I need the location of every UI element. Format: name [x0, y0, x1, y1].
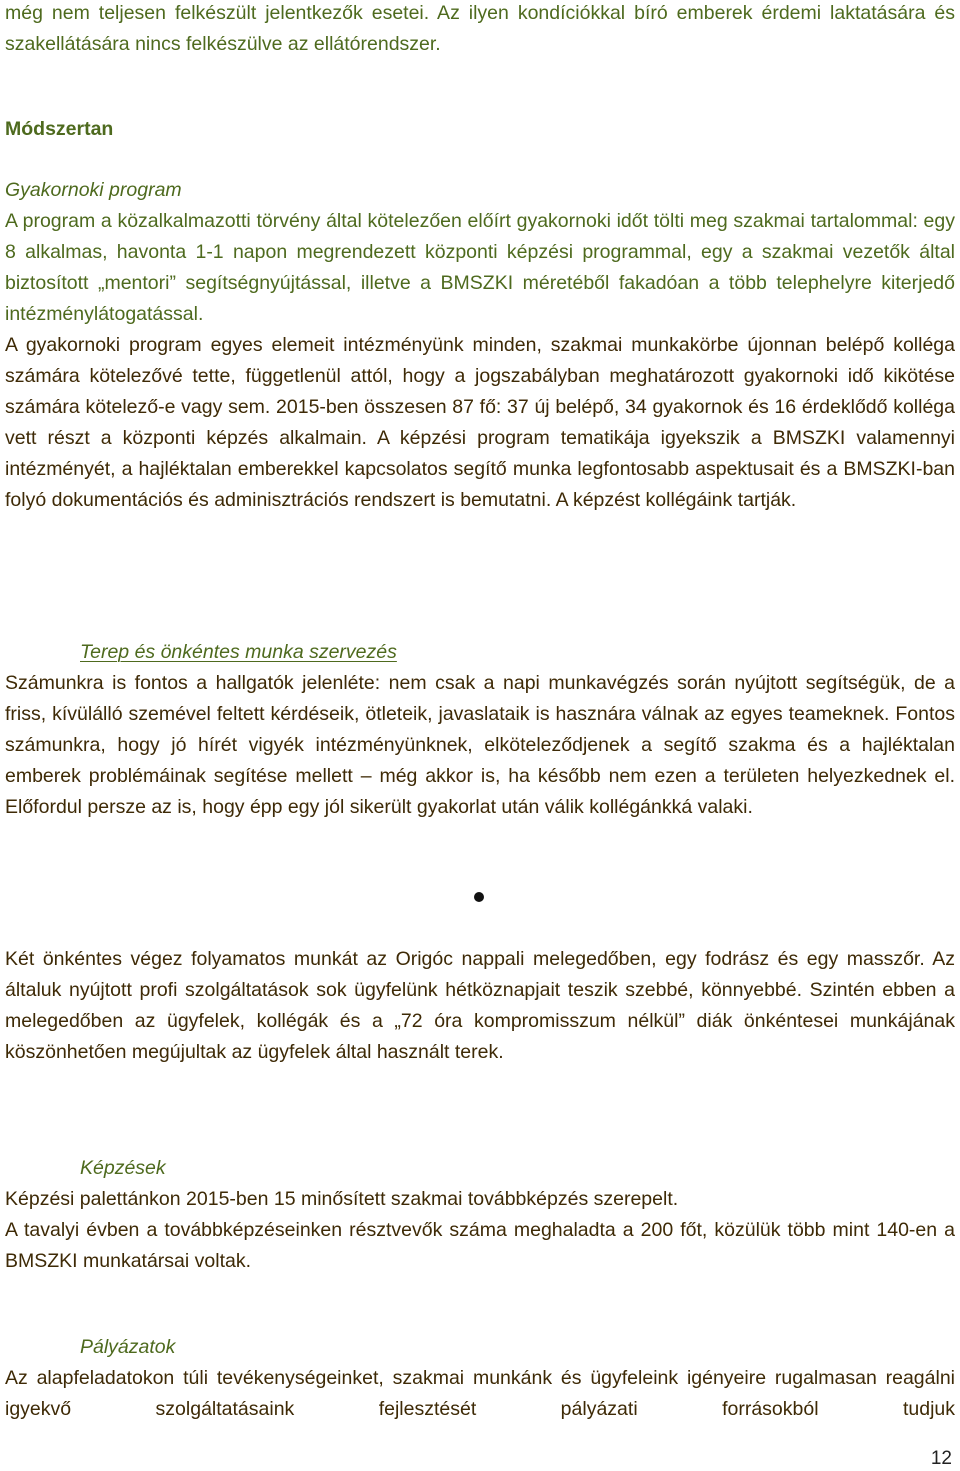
volunteer-paragraph-1: Számunkra is fontos a hallgatók jelenléte: nem csak a napi munkavégzés során nyújtott segítségük, de a friss, kívülálló szemével feltett kérdéseik, ötleteik, javaslataik is hasznára válnak az egyes teameknek. Fontos számunkra, hogy jó hírét vigyék intézményünknek, elköteleződjenek a segítő szakma és a hajléktalan emberek problémáinak segítése mellett – még akkor is, ha később nem ezen a területen helyezkednek el. Előfordul persze az is, hogy épp egy jól sikerült gyakorlat után válik kollégánkká valaki.: [5, 672, 955, 818]
intro-paragraph: még nem teljesen felkészült jelentkezők esetei. Az ilyen kondíciókkal bíró emberek érdemi laktatására és szakellátására nincs felkészülve az ellátórendszer.: [5, 2, 955, 55]
volunteer-paragraph-2: Két önkéntes végez folyamatos munkát az Origóc nappali melegedőben, egy fodrász és egy masszőr. Az általuk nyújtott profi szolgáltatások sok ügyfelünk hétköznapjait teszik szebbé, könnyebbé. Szintén ebben a melegedőben az ügyfelek, kollégák és a „72 óra kompromisszum nélkül” diák önkéntesei munkájának köszönhetően megújultak az ügyfelek által használt terek.: [5, 948, 955, 1063]
training-line-2: A tavalyi évben a továbbképzéseinken résztvevők száma meghaladta a 200 főt, közülük több mint 140-en a BMSZKI munkatársai voltak.: [5, 1219, 955, 1272]
subheading-internship-program: Gyakornoki program: [5, 179, 182, 201]
training-line-1: Képzési palettánkon 2015-ben 15 minősített szakmai továbbképzés szerepelt.: [5, 1188, 679, 1210]
section-heading-methodology: Módszertan: [5, 118, 114, 140]
bullet-point: [474, 892, 484, 902]
section-heading-grants: Pályázatok: [80, 1336, 176, 1358]
page-number: 12: [930, 1448, 952, 1469]
section-heading-volunteer: Terep és önkéntes munka szervezés: [80, 641, 397, 663]
internship-paragraph-1: A program a közalkalmazotti törvény által kötelezően előírt gyakornoki időt tölti meg szakmai tartalommal: egy 8 alkalmas, havonta 1-1 napon megrendezett központi képzési programmal, egy a szakmai vezetők által biztosított „mentori” segítségnyújtással, illetve a BMSZKI méretéből fakadóan a több telephelyre kiterjedő intézménylátogatással.: [5, 210, 955, 325]
grants-paragraph: Az alapfeladatokon túli tevékenységeinket, szakmai munkánk és ügyfeleink igényeire rugalmasan reagálni igyekvő szolgáltatásaink fejlesztését pályázati forrásokból tudjuk: [5, 1367, 955, 1420]
section-heading-training: Képzések: [80, 1157, 166, 1179]
internship-paragraph-2: A gyakornoki program egyes elemeit intézményünk minden, szakmai munkakörbe újonnan belépő kolléga számára kötelezővé tette, függetlenül attól, hogy a jogszabályban meghatározott gyakornoki idő kikötése számára kötelező-e vagy sem. 2015-ben összesen 87 fő: 37 új belépő, 34 gyakornok és 16 érdeklődő kolléga vett részt a központi képzés alkalmain. A képzési program tematikája igyekszik a BMSZKI valamennyi intézményét, a hajléktalan emberekkel kapcsolatos segítő munka legfontosabb aspektusait és a BMSZKI-ban folyó dokumentációs és adminisztrációs rendszert is bemutatni. A képzést kollégáink tartják.: [5, 334, 955, 511]
